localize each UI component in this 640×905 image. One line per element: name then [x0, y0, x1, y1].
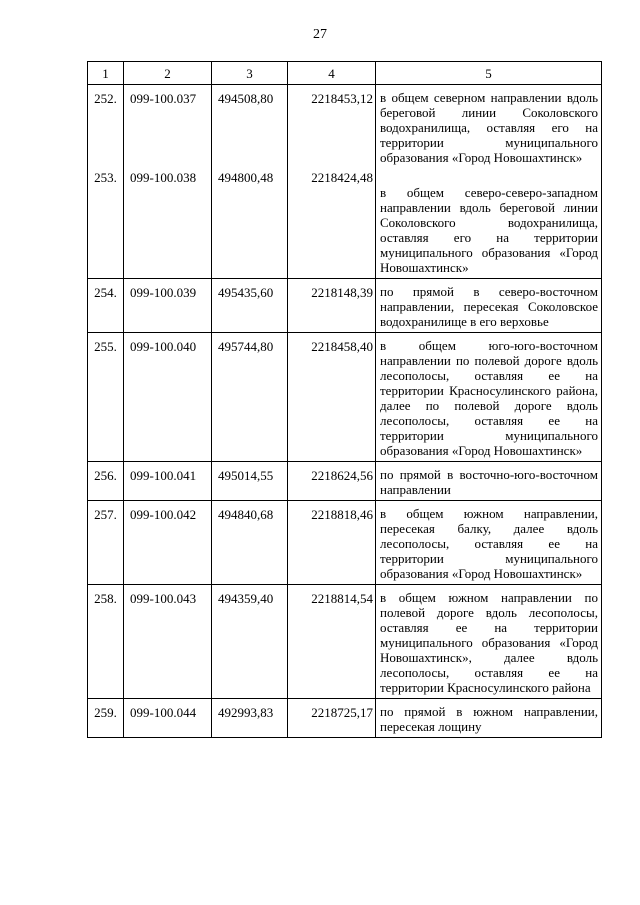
boundary-description: по прямой в южном направлении, пересекая лощину: [376, 699, 602, 738]
row-number: 259.: [88, 699, 124, 738]
coordinate-x: 492993,83: [212, 699, 288, 738]
point-code: 099-100.043: [124, 585, 212, 699]
table-row: [88, 85, 602, 279]
boundary-description: в общем юго-юго-восточном направлении по полевой дороге вдоль лесополосы, оставляя ее на территории Красносулинского района, далее по полевой дороге вдоль лесополосы, оставляя ее на территории муниципального образования «Город Новошахтинск»: [376, 333, 602, 462]
coordinate-x: 495014,55: [212, 462, 288, 501]
page-number: 27: [313, 27, 327, 42]
point-code: 099-100.037 099-100.038: [124, 85, 212, 279]
header-col-1: 1: [88, 62, 124, 85]
table-row: [88, 333, 602, 462]
table-header-row: [88, 62, 602, 85]
row-number: 254.: [88, 279, 124, 333]
row-number: 257.: [88, 501, 124, 585]
header-col-2: 2: [124, 62, 212, 85]
boundary-description: в общем южном направлении по полевой дороге вдоль лесополосы, оставляя ее на территории муниципального образования «Город Новошахтинск», далее вдоль лесополосы, оставляя ее на территории Красносулинского района: [376, 585, 602, 699]
coordinates-table: [87, 61, 602, 738]
coordinate-x: 494840,68: [212, 501, 288, 585]
coordinate-y: 2218818,46: [288, 501, 376, 585]
boundary-description: по прямой в восточно-юго-восточном направлении: [376, 462, 602, 501]
boundary-description: по прямой в северо-восточном направлении, пересекая Соколовское водохранилище в его верховье: [376, 279, 602, 333]
table-row: [88, 699, 602, 738]
point-code: 099-100.039: [124, 279, 212, 333]
point-code: 099-100.044: [124, 699, 212, 738]
coordinate-x: 494508,80 494800,48: [212, 85, 288, 279]
point-code: 099-100.041: [124, 462, 212, 501]
point-code: 099-100.042: [124, 501, 212, 585]
row-number: 258.: [88, 585, 124, 699]
table-row: [88, 279, 602, 333]
row-number: 255.: [88, 333, 124, 462]
point-code: 099-100.040: [124, 333, 212, 462]
coordinate-x: 495435,60: [212, 279, 288, 333]
boundary-description: в общем северном направлении вдоль береговой линии Соколовского водохранилища, оставляя его на территории муниципального образования «Город Новошахтинск» в общем северо-северо-западном направлении вдоль береговой линии Соколовского водохранилища, оставляя его на территории муниципального образования «Город Новошахтинск»: [376, 85, 602, 279]
header-col-4: 4: [288, 62, 376, 85]
table-row: [88, 462, 602, 501]
coordinate-y: 2218814,54: [288, 585, 376, 699]
coordinate-y: 2218624,56: [288, 462, 376, 501]
coordinate-y: 2218725,17: [288, 699, 376, 738]
table-row: [88, 501, 602, 585]
coordinate-x: 495744,80: [212, 333, 288, 462]
coordinate-y: 2218148,39: [288, 279, 376, 333]
header-col-5: 5: [376, 62, 602, 85]
header-col-3: 3: [212, 62, 288, 85]
coordinate-x: 494359,40: [212, 585, 288, 699]
coordinate-y: 2218458,40: [288, 333, 376, 462]
row-number: 256.: [88, 462, 124, 501]
coordinate-y: 2218453,12 2218424,48: [288, 85, 376, 279]
table-row: [88, 585, 602, 699]
boundary-description: в общем южном направлении, пересекая балку, далее вдоль лесополосы, оставляя ее на территории муниципального образования «Город Новошахтинск»: [376, 501, 602, 585]
row-number: 252. 253.: [88, 85, 124, 279]
